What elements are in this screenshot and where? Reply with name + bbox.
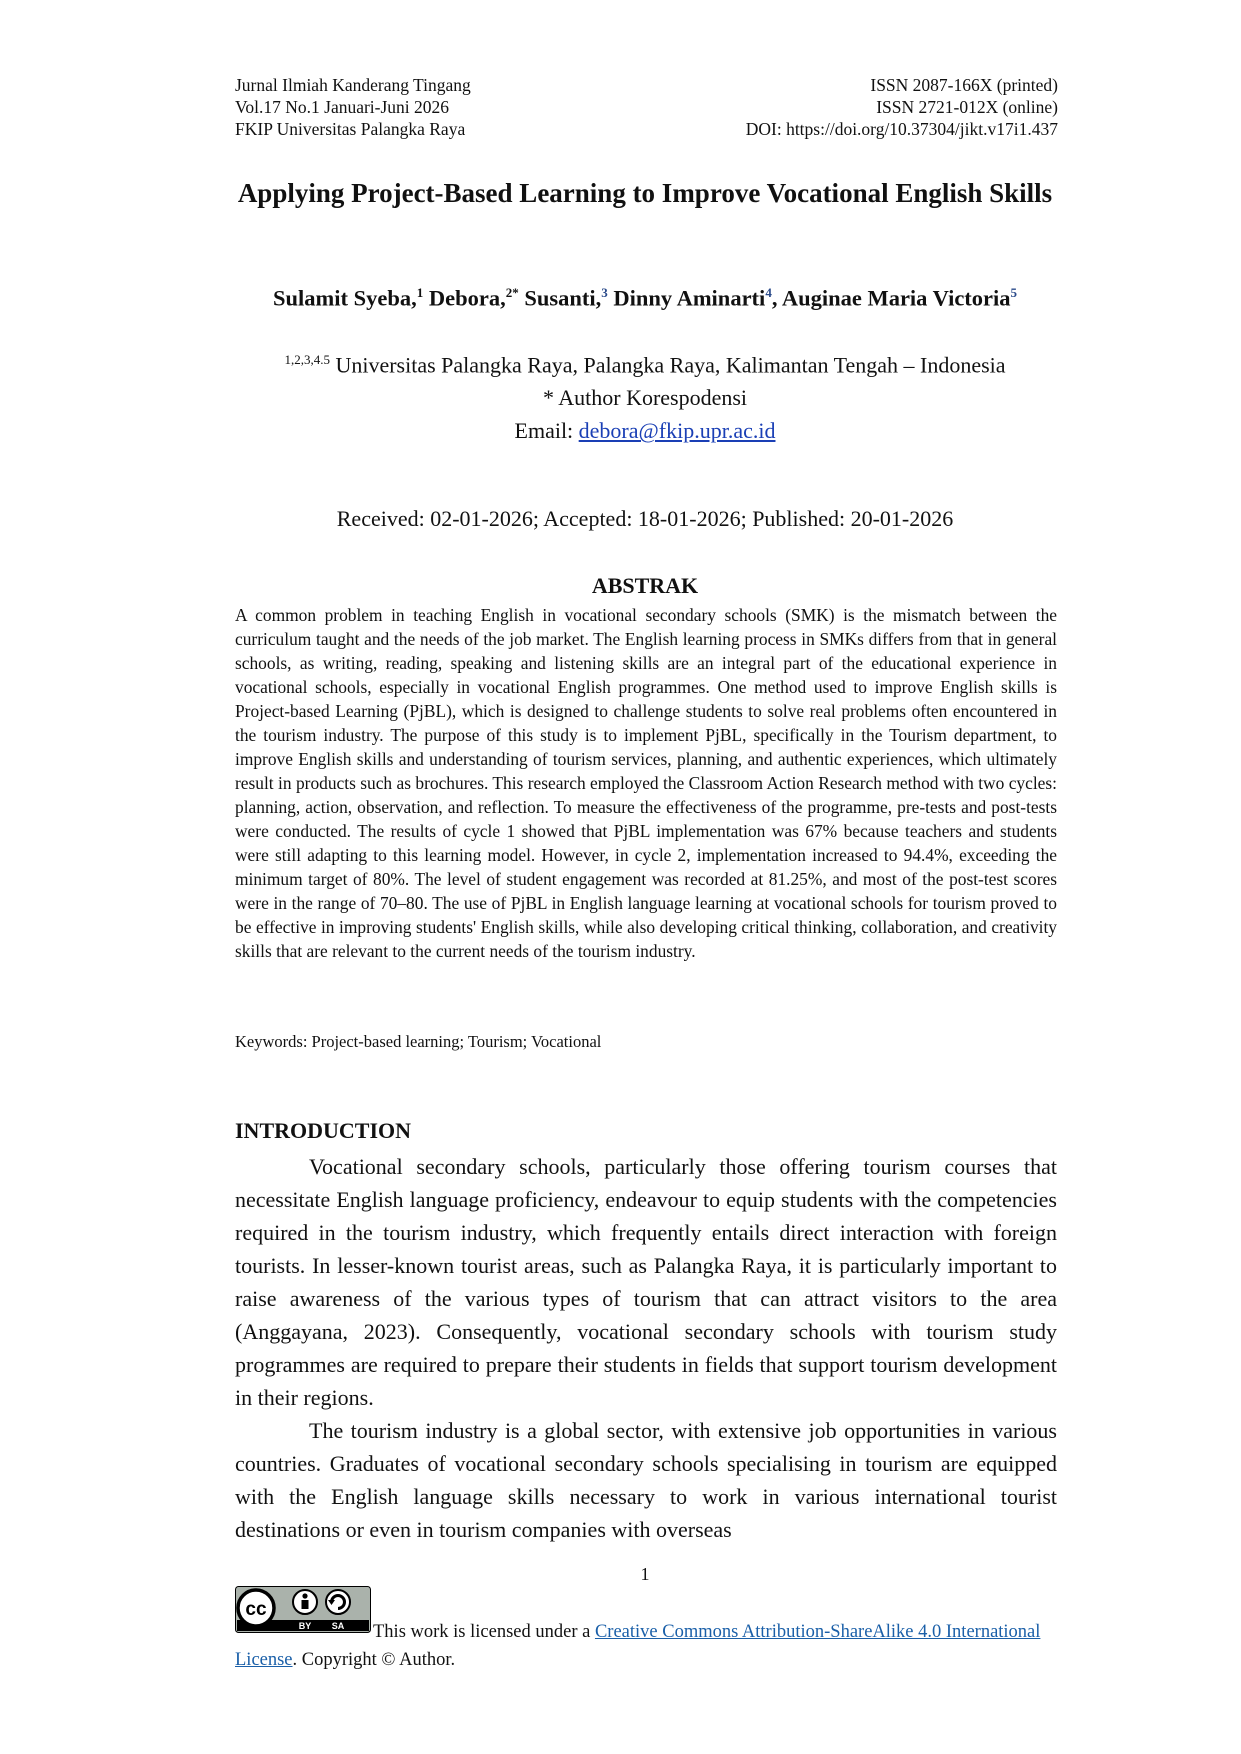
- author-affiliation-marker: 2*: [505, 285, 519, 300]
- introduction-body: [235, 1150, 1057, 1546]
- page-number: 1: [640, 1564, 650, 1584]
- author-name: Sulamit Syeba,: [272, 285, 417, 311]
- email-line: [250, 414, 1040, 447]
- license-suffix: . Copyright © Author.: [292, 1650, 456, 1670]
- introduction-heading: INTRODUCTION: [235, 1118, 412, 1143]
- paper-title: Applying Project-Based Learning to Improve Vocational English Skills: [237, 178, 1053, 208]
- keywords: Keywords: Project-based learning; Tourism; Vocational: [235, 1032, 602, 1051]
- doi: DOI: https://doi.org/10.37304/jikt.v17i1.437: [745, 119, 1058, 139]
- issn-printed: ISSN 2087-166X (printed): [870, 75, 1058, 95]
- author-affiliation-marker: 4: [765, 285, 772, 300]
- affiliation-text: Universitas Palangka Raya, Palangka Raya, Kalimantan Tengah – Indonesia: [329, 352, 1006, 378]
- journal-volume: Vol.17 No.1 Januari-Juni 2026: [235, 97, 450, 117]
- journal-header-left: [235, 74, 471, 140]
- paragraph: The tourism industry is a global sector, with extensive job opportunities in various countries. Graduates of vocational secondary schools specialising in tourism are equipped with the English language skills necessary to work in various international tourist destinations or even in tourism companies with overseas: [235, 1418, 1057, 1542]
- author-affiliation-marker: 5: [1010, 285, 1018, 300]
- author-affiliation-marker: 3: [601, 285, 608, 300]
- author-name: , Auginae Maria Victoria: [771, 285, 1011, 311]
- journal-publisher: FKIP Universitas Palangka Raya: [235, 119, 466, 139]
- journal-name: Jurnal Ilmiah Kanderang Tingang: [235, 75, 471, 95]
- license-statement: [235, 1618, 1057, 1674]
- issn-online: ISSN 2721-012X (online): [876, 97, 1058, 117]
- email-link[interactable]: debora@fkip.upr.ac.id: [578, 418, 776, 444]
- author-name: Dinny Aminarti: [607, 285, 766, 311]
- affiliation-line: [250, 343, 1040, 381]
- journal-header-right: [746, 74, 1058, 140]
- badge-sa-label: SA: [331, 1621, 345, 1631]
- author-name: Debora,: [423, 285, 506, 311]
- license-link[interactable]: Creative Commons Attribution-ShareAlike 4.0 International License: [235, 1622, 1041, 1670]
- email-label: Email:: [514, 418, 579, 444]
- paragraph: Vocational secondary schools, particularly those offering tourism courses that necessitate English language proficiency, endeavour to equip students with the competencies required in the tourism industry, which frequently entails direct interaction with foreign tourists. In lesser-known tourist areas, such as Palangka Raya, it is particularly important to raise awareness of the various types of tourism that can attract visitors to the area (Anggayana, 2023). Consequently, vocational secondary schools with tourism study programmes are required to prepare their students in fields that support tourism development in their regions.: [235, 1154, 1057, 1410]
- author-affiliation-marker: 1: [416, 285, 424, 300]
- author-list: [260, 276, 1030, 315]
- corresponding-author: * Author Korespodensi: [542, 385, 748, 411]
- abstract-text: A common problem in teaching English in vocational secondary schools (SMK) is the mismatch between the curriculum taught and the needs of the job market. The English learning process in SMKs differs from that in general schools, as writing, reading, speaking and listening skills are an integral part of the educational experience in vocational schools, especially in vocational English programmes. One method used to improve English skills is Project-based Learning (PjBL), which is designed to challenge students to solve real problems often encountered in the tourism industry. The purpose of this study is to implement PjBL, specifically in the Tourism department, to improve English skills and understanding of tourism services, planning, and authentic experiences, which ultimately result in products such as brochures. This research employed the Classroom Action Research method with two cycles: planning, action, observation, and reflection. To measure the effectiveness of the programme, pre-tests and post-tests were conducted. The results of cycle 1 showed that PjBL implementation was 67% because teachers and students were still adapting to this learning model. However, in cycle 2, implementation increased to 94.4%, exceeding the minimum target of 80%. The level of student engagement was recorded at 81.25%, and most of the post-test scores were in the range of 70–80. The use of PjBL in English language learning at vocational schools for tourism proved to be effective in improving students' English skills, while also developing critical thinking, collaboration, and creativity skills that are relevant to the current needs of the tourism industry.: [235, 605, 1057, 961]
- license-prefix: This work is licensed under a: [373, 1622, 595, 1642]
- author-name: Susanti,: [518, 285, 602, 311]
- publication-dates: Received: 02-01-2026; Accepted: 18-01-2026; Published: 20-01-2026: [336, 506, 954, 531]
- badge-by-label: BY: [298, 1621, 312, 1631]
- affiliation-marker: 1,2,3,4.5: [284, 352, 330, 367]
- svg-text:cc: cc: [245, 1599, 267, 1620]
- abstract-heading: ABSTRAK: [591, 573, 699, 598]
- affiliation-block: [250, 343, 1040, 447]
